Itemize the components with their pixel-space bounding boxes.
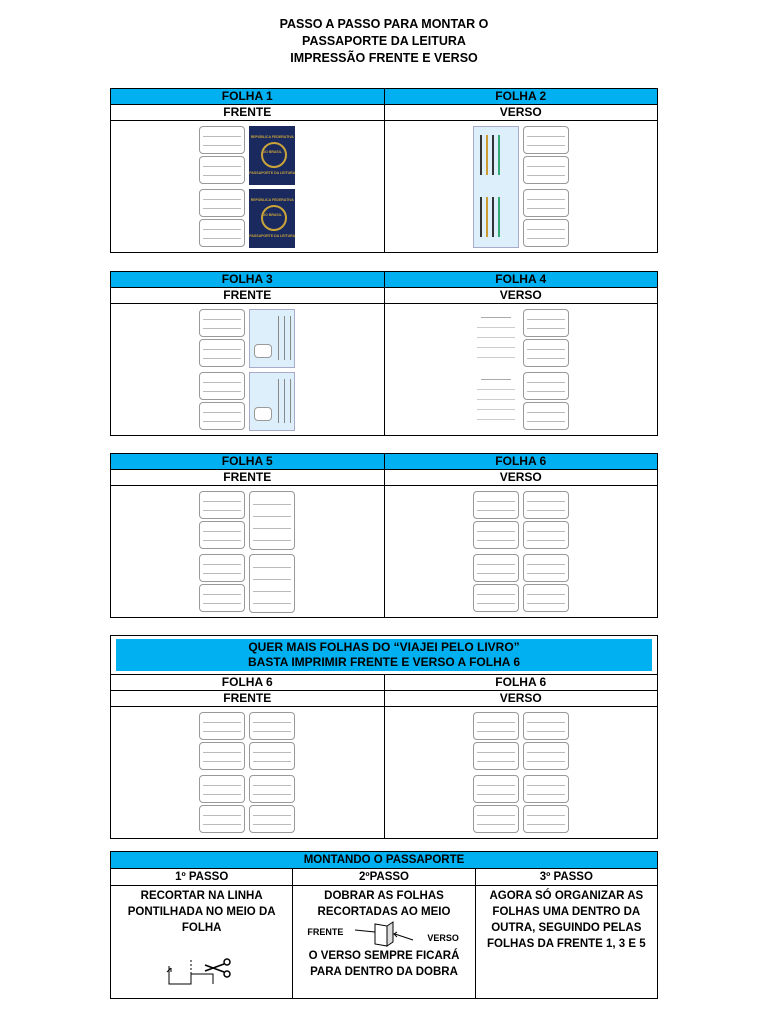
banner-line-2: BASTA IMPRIMIR FRENTE E VERSO A FOLHA 6 [247, 655, 520, 669]
step-2-note: O VERSO SEMPRE FICARÁ PARA DENTRO DA DOBRA [308, 950, 460, 978]
passport-back-sheet [473, 126, 569, 248]
step-2-text: DOBRAR AS FOLHAS RECORTADAS AO MEIO [317, 890, 451, 918]
coat-of-arms-icon [261, 205, 287, 231]
passport-cover [249, 126, 295, 185]
commandments-sheet [473, 309, 569, 431]
sheet-preview-left [111, 121, 384, 252]
sheet-preview-right [384, 486, 658, 617]
folding-sheet-icon [355, 920, 415, 948]
passport-country-text: REPÚBLICA FEDERATIVA DO BRASIL [250, 135, 294, 154]
passport-name-text: PASSAPORTE DA LEITURA [249, 234, 296, 238]
side-label-right: VERSO [384, 105, 658, 120]
sheet-preview-right [384, 121, 658, 252]
step-1-content [111, 886, 292, 998]
sheet-header-right: FOLHA 6 [384, 454, 658, 469]
side-label-right: VERSO [384, 288, 658, 303]
step-3-title: 3º PASSO [475, 869, 657, 885]
passport-cover [249, 189, 295, 248]
sheet-preview-left [111, 707, 384, 838]
fold-verso-label: VERSO [427, 933, 459, 943]
coat-of-arms-icon [261, 142, 287, 168]
fold-frente-label: FRENTE [307, 927, 344, 937]
sheet-table-3 [110, 453, 658, 618]
sheet-header-right: FOLHA 2 [384, 89, 658, 104]
side-label-left: FRENTE [223, 691, 272, 705]
step-2-content [292, 886, 474, 998]
side-label-right: VERSO [384, 470, 658, 485]
stamp-pages-sheet [199, 309, 295, 431]
extra-sheets-table [110, 635, 658, 839]
page-title [0, 16, 768, 67]
side-label-left: FRENTE [223, 105, 272, 119]
step-1-text: RECORTAR NA LINHA PONTILHADA NO MEIO DA FOLHA [127, 890, 276, 934]
cards-sheet [199, 712, 295, 834]
step-1-title: 1º PASSO [175, 871, 229, 883]
sheet-preview-left [111, 304, 384, 435]
sheet-header-right: FOLHA 4 [384, 272, 658, 287]
side-label-right: VERSO [384, 691, 658, 706]
sheet-preview-right [384, 707, 658, 838]
passport-country-text: REPÚBLICA FEDERATIVA DO BRASIL [250, 198, 294, 217]
scissors-cut-icon [161, 954, 241, 988]
title-line-2: PASSAPORTE DA LEITURA [302, 34, 466, 48]
cards-sheet [199, 491, 295, 613]
title-line-3: IMPRESSÃO FRENTE E VERSO [290, 51, 478, 65]
sheet-preview-left [111, 486, 384, 617]
sheet-table-1 [110, 88, 658, 253]
step-3-content [475, 886, 657, 998]
extra-banner [116, 639, 652, 671]
sheet-header-left: FOLHA 1 [111, 89, 384, 104]
sheet-header-left: FOLHA 5 [111, 454, 384, 469]
banner-line-1: QUER MAIS FOLHAS DO “VIAJEI PELO LIVRO” [248, 640, 520, 654]
sheet-table-2 [110, 271, 658, 436]
sheet-header-left: FOLHA 3 [111, 272, 384, 287]
assembly-table [110, 851, 658, 999]
passport-cover-sheet [199, 126, 295, 248]
passport-name-text: PASSAPORTE DA LEITURA [249, 171, 296, 175]
side-label-left: FRENTE [223, 288, 272, 302]
step-3-text: AGORA SÓ ORGANIZAR AS FOLHAS UMA DENTRO DA OUTRA, SEGUINDO PELAS FOLHAS DA FRENTE 1, 3 E 5 [486, 890, 646, 950]
sheet-header-left: FOLHA 6 [221, 675, 273, 689]
sheet-preview-right [384, 304, 658, 435]
cards-sheet [473, 712, 569, 834]
cards-sheet [473, 491, 569, 613]
sheet-header-right: FOLHA 6 [384, 675, 658, 690]
assembly-header: MONTANDO O PASSAPORTE [111, 852, 657, 868]
title-line-1: PASSO A PASSO PARA MONTAR O [279, 17, 489, 31]
side-label-left: FRENTE [223, 470, 272, 484]
step-2-title: 2ºPASSO [292, 869, 474, 885]
